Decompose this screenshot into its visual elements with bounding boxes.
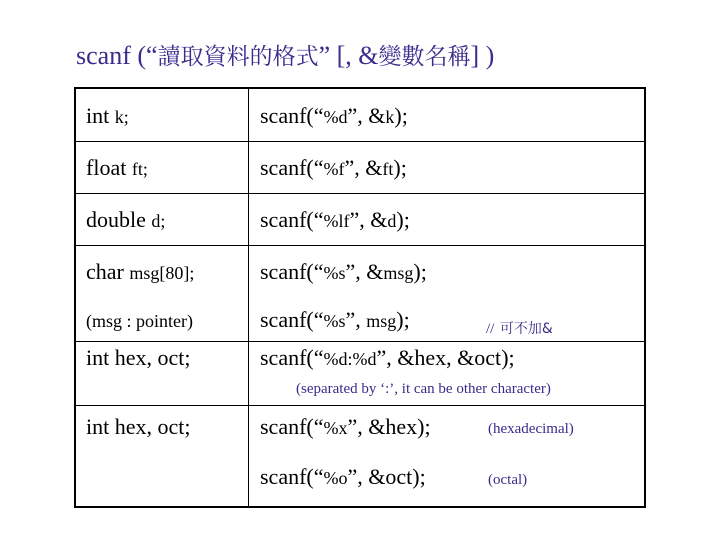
declaration-int-hex-oct: int hex, oct; xyxy=(86,345,191,370)
column-divider xyxy=(248,89,249,506)
scanf-call-char-with-amp: scanf(“%s”, &msg); xyxy=(260,259,427,284)
optional-amp-comment: // 可不加& xyxy=(486,321,553,337)
row-divider xyxy=(76,405,644,406)
row-divider xyxy=(76,341,644,342)
title-variable-label: 變數名稱 xyxy=(378,44,471,70)
row-divider xyxy=(76,141,644,142)
scanf-call-int: scanf(“%d”, &k); xyxy=(260,103,408,128)
title-middle: ” [, xyxy=(318,41,359,70)
declaration-int-hex-oct-2: int hex, oct; xyxy=(86,414,191,439)
pointer-note: (msg : pointer) xyxy=(86,311,193,331)
row-divider xyxy=(76,193,644,194)
separator-note: (separated by ‘:’, it can be other character) xyxy=(296,381,551,397)
declaration-int: int k; xyxy=(86,103,129,128)
scanf-call-separated: scanf(“%d:%d”, &hex, &oct); xyxy=(260,345,515,370)
scanf-call-hex: scanf(“%x”, &hex); xyxy=(260,414,431,439)
title-prefix: scanf (“ xyxy=(76,41,158,70)
hexadecimal-note: (hexadecimal) xyxy=(488,421,574,437)
scanf-table xyxy=(74,87,646,508)
title-ampersand: & xyxy=(358,41,379,70)
title-format-label: 讀取資料的格式 xyxy=(157,44,319,70)
octal-note: (octal) xyxy=(488,472,528,488)
scanf-call-oct: scanf(“%o”, &oct); xyxy=(260,464,426,489)
scanf-call-double: scanf(“%lf”, &d); xyxy=(260,207,410,232)
declaration-double: double d; xyxy=(86,207,166,232)
scanf-call-float: scanf(“%f”, &ft); xyxy=(260,155,407,180)
row-divider xyxy=(76,245,644,246)
declaration-char: char msg[80]; xyxy=(86,259,195,284)
scanf-call-char-no-amp: scanf(“%s”, msg); xyxy=(260,307,410,332)
page-title xyxy=(76,38,676,71)
title-suffix: ] ) xyxy=(470,41,495,70)
declaration-float: float ft; xyxy=(86,155,148,180)
